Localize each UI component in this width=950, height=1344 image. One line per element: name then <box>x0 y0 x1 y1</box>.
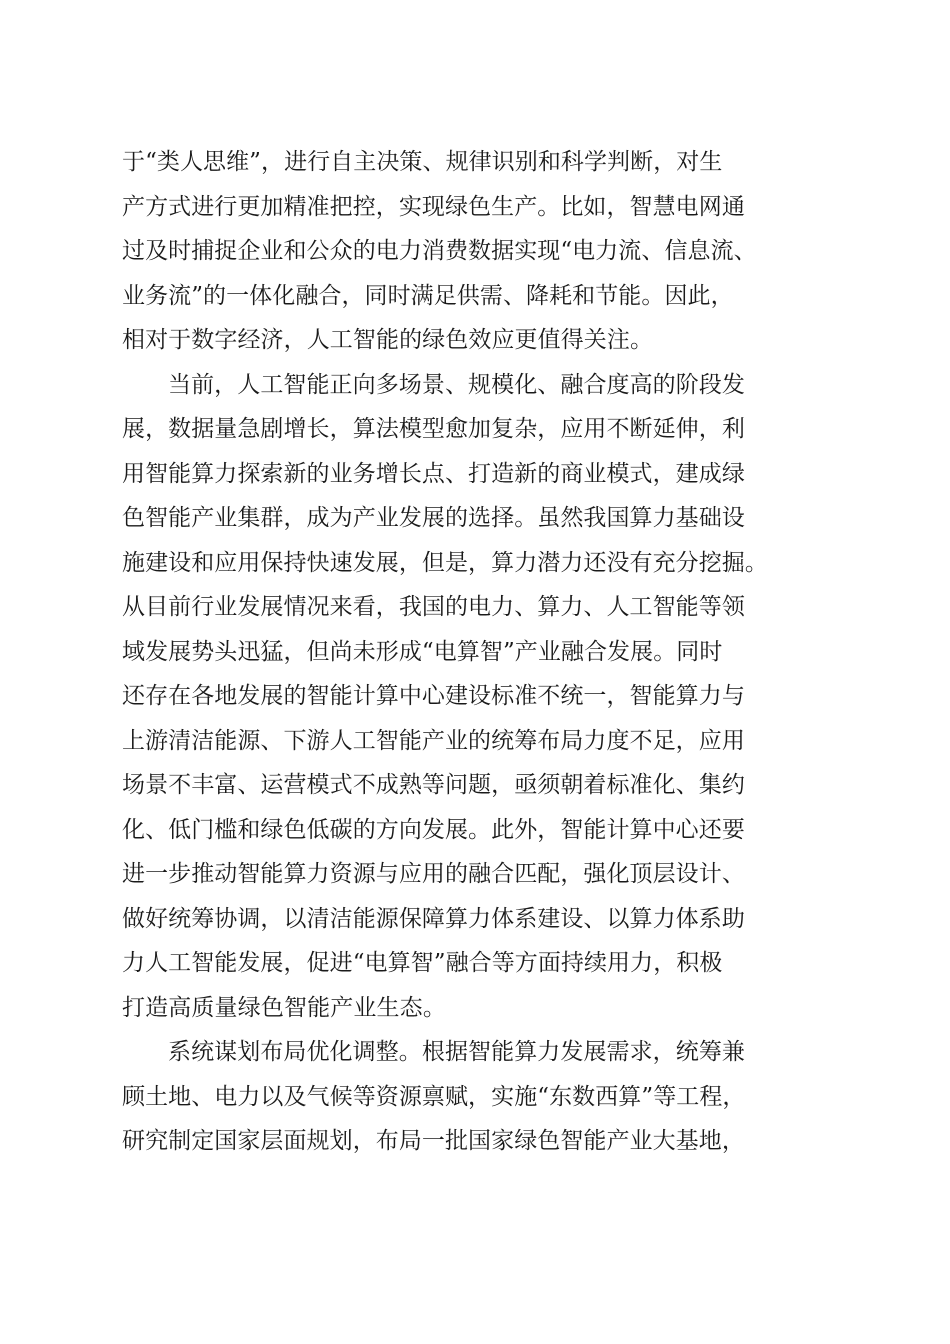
text-line: 用智能算力探索新的业务增长点、打造新的商业模式，建成绿 <box>122 460 745 487</box>
text-line: 还存在各地发展的智能计算中心建设标准不统一，智能算力与 <box>122 683 745 709</box>
body-text <box>122 140 842 1164</box>
text-line: 域发展势头迅猛，但尚未形成“电算智”产业融合发展。同时 <box>122 638 723 665</box>
text-line: 展，数据量急剧增长，算法模型愈加复杂，应用不断延伸，利 <box>122 416 745 442</box>
text-line: 做好统筹协调，以清洁能源保障算力体系建设、以算力体系助 <box>122 905 745 932</box>
text-line: 上游清洁能源、下游人工智能产业的统筹布局力度不足，应用 <box>122 727 745 754</box>
text-line: 研究制定国家层面规划，布局一批国家绿色智能产业大基地， <box>122 1128 745 1154</box>
text-line: 顾土地、电力以及气候等资源禀赋，实施“东数西算”等工程， <box>122 1083 746 1110</box>
text-line: 产方式进行更加精准把控，实现绿色生产。比如，智慧电网通 <box>122 193 745 220</box>
text-line: 过及时捕捉企业和公众的电力消费数据实现“电力流、信息流、 <box>122 238 757 264</box>
text-line: 进一步推动智能算力资源与应用的融合匹配，强化顶层设计、 <box>122 861 745 887</box>
text-line: 当前，人工智能正向多场景、规模化、融合度高的阶段发 <box>168 371 745 398</box>
text-line: 于“类人思维”，进行自主决策、规律识别和科学判断，对生 <box>122 149 723 175</box>
text-line: 相对于数字经济，人工智能的绿色效应更值得关注。 <box>122 327 654 353</box>
text-line: 系统谋划布局优化调整。根据智能算力发展需求，统筹兼 <box>168 1039 745 1065</box>
text-line: 化、低门槛和绿色低碳的方向发展。此外，智能计算中心还要 <box>122 816 745 843</box>
text-line: 从目前行业发展情况来看，我国的电力、算力、人工智能等领 <box>122 594 745 620</box>
text-line: 色智能产业集群，成为产业发展的选择。虽然我国算力基础设 <box>122 505 745 531</box>
text-line: 施建设和应用保持快速发展，但是，算力潜力还没有充分挖掘。 <box>122 549 768 576</box>
text-line: 力人工智能发展，促进“电算智”融合等方面持续用力，积极 <box>122 950 723 976</box>
text-line: 场景不丰富、运营模式不成熟等问题，亟须朝着标准化、集约 <box>122 772 745 798</box>
text-line: 打造高质量绿色智能产业生态。 <box>122 994 446 1021</box>
text-line: 业务流”的一体化融合，同时满足供需、降耗和节能。因此， <box>122 282 734 309</box>
